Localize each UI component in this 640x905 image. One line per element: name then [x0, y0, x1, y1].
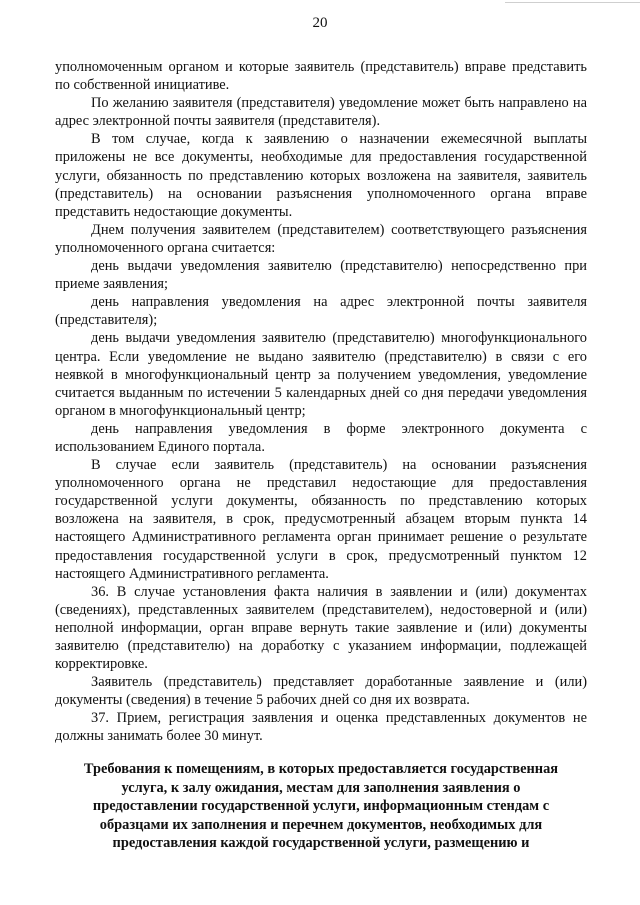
top-edge-rule [505, 2, 640, 3]
paragraph-receipt-day-direct: день выдачи уведомления заявителю (представителю) непосредственно при приеме заявления; [55, 258, 587, 293]
paragraph-continuation: уполномоченным органом и которые заявитель (представитель) вправе представить по собственной инициативе. [55, 59, 587, 94]
heading-line: предоставлении государственной услуги, информационным стендам с [92, 798, 550, 815]
paragraph-documents-not-submitted: В случае если заявитель (представитель) на основании разъяснения уполномоченного органа не представил недостающие для предоставления государственной услуги документы, обязанность по представлению которых возложена на заявителя, в срок, предусмотренный абзацем вторым пункта 14 настоящего Административного регламента орган принимает решение о результате предоставления государственной услуги в срок, предусмотренный пунктом 12 настоящего Административного регламента. [55, 457, 587, 582]
paragraph-receipt-day-portal: день направления уведомления в форме электронного документа с использованием Единого портала. [55, 420, 587, 455]
paragraph-email-notification: По желанию заявителя (представителя) уведомление может быть направлено на адрес электронной почты заявителя (представителя). [55, 95, 587, 130]
heading-line: образцами их заполнения и перечнем документов, необходимых для [99, 816, 543, 833]
paragraph-missing-documents: В том случае, когда к заявлению о назначении ежемесячной выплаты приложены не все документы, необходимые для предоставления государственной услуги, обязанность по представлению которых возложена на заявителя, заявитель (представитель) на основании разъяснения уполномоченного органа вправе представить недостающие документы. [55, 131, 587, 220]
page-number: 20 [312, 15, 328, 31]
paragraph-receipt-day-mfc: день выдачи уведомления заявителю (представителю) многофункционального центра. Если уведомление не выдано заявителю (представителю) в связи с его неявкой в многофункциональный центр за получением уведомления, уведомление считается выданным по истечении 5 календарных дней со дня передачи уведомления органом в многофункциональный центр; [55, 330, 587, 419]
heading-line: услуга, к залу ожидания, местам для заполнения заявления о [121, 779, 521, 796]
paragraph-item-37: 37. Прием, регистрация заявления и оценка представленных документов не должны занимать более 30 минут. [55, 710, 587, 745]
document-body [55, 58, 587, 746]
paragraph-resubmission: Заявитель (представитель) представляет доработанные заявление и (или) документы (сведения) в течение 5 рабочих дней со дня их возврата. [55, 674, 587, 709]
paragraph-receipt-day-email: день направления уведомления на адрес электронной почты заявителя (представителя); [55, 294, 587, 329]
paragraph-item-36: 36. В случае установления факта наличия в заявлении и (или) документах (сведениях), представленных заявителем (представителем), недостоверной и (или) неполной информации, орган вправе вернуть такие заявление и (или) документы заявителю (представителю) на доработку с указанием информации, подлежащей корректировке. [55, 583, 587, 673]
heading-line: предоставления каждой государственной услуги, размещению и [112, 835, 530, 852]
heading-line: Требования к помещениям, в которых предоставляется государственная [83, 761, 559, 777]
section-heading [55, 760, 587, 853]
paragraph-receipt-day-intro: Днем получения заявителем (представителем) соответствующего разъяснения уполномоченного органа считается: [55, 221, 587, 256]
